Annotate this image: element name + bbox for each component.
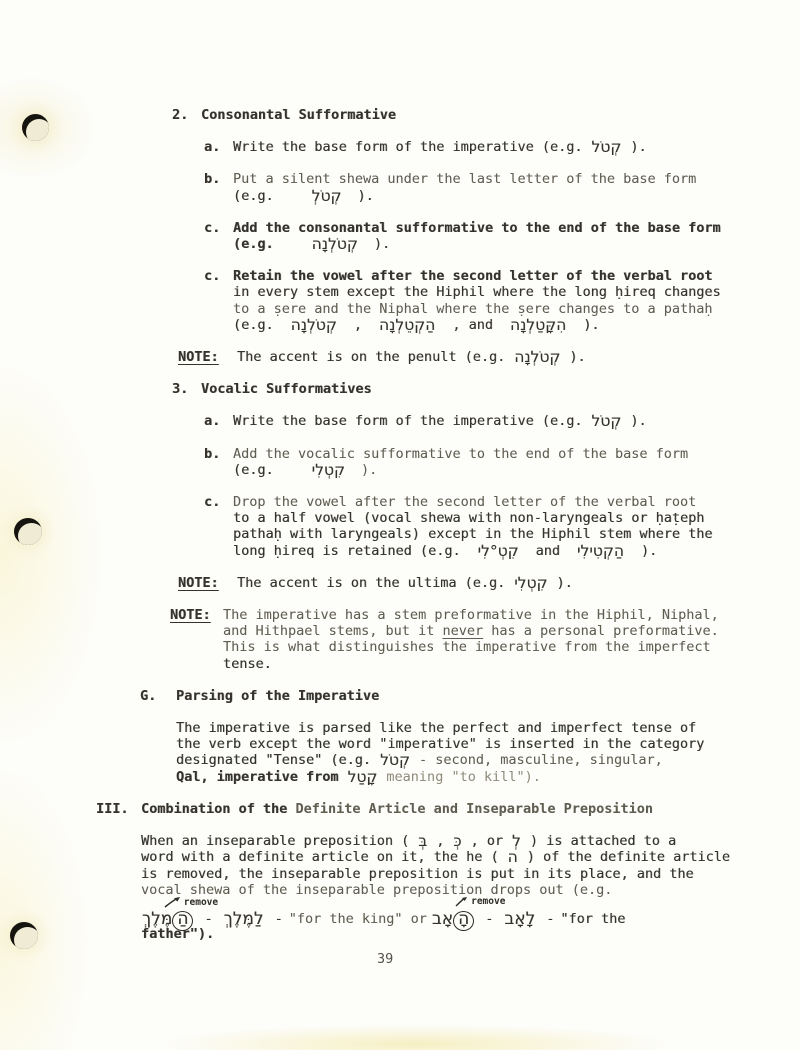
item-3c-label: c. (204, 494, 221, 511)
iii-par-line2 (141, 849, 800, 865)
hebrew-qitli-ring: קִטְ°לִי (477, 541, 519, 560)
item-2b-eg: (e.g. (233, 187, 274, 204)
note-preformative-l2b: has a personal preformative. (483, 623, 719, 640)
section-iii-paragraph (0, 833, 800, 898)
section-iii-title-1: Combination of the (141, 800, 296, 817)
hebrew-he: ה (507, 848, 518, 867)
hebrew-qetol-parse: קְטֹל (380, 751, 410, 770)
note-preformative-line3: This is what distinguishes the imperative from the imperfect (223, 639, 711, 656)
iii-par-l1a: When an inseparable preposition ( (141, 833, 410, 850)
item-2c-retain-close: ). (583, 316, 600, 333)
hebrew-qetolnah-accented: קְטֹלְנָה (514, 348, 561, 367)
item-3c-close: ). (640, 542, 658, 559)
section-iii-title (141, 801, 800, 817)
g-par-line4 (176, 769, 800, 785)
item-2c-retain-eg: (e.g. (233, 316, 274, 333)
item-2a-line (233, 139, 800, 155)
item-2a-text: Write the base form of the imperative (e.g. (233, 139, 583, 156)
example-continuation-line (0, 926, 800, 942)
item-3c (0, 494, 800, 559)
item-3a-label: a. (204, 413, 221, 430)
note-ultima-close: ). (556, 574, 573, 591)
iii-par-l2b: ) of the definite article (526, 849, 730, 866)
hebrew-qetol: קְטֹל (591, 138, 622, 157)
note-preformative (0, 607, 800, 672)
item-3a-line (233, 413, 800, 429)
item-2a-label: a. (204, 139, 221, 156)
g-par-l4a: Qal, imperative from (176, 768, 339, 785)
note-preformative-line2 (223, 623, 800, 639)
item-3b-label: b. (204, 445, 221, 462)
item-2b (0, 171, 800, 203)
item-2c-add-line2 (233, 236, 800, 252)
item-2c-add-label: c. (204, 219, 221, 236)
hebrew-lamed-prep: לְ (512, 832, 521, 851)
iii-par-line3: is removed, the inseparable preposition is put in its place, and the (141, 865, 694, 882)
section-2-heading (0, 107, 800, 123)
comma: , (436, 833, 445, 850)
item-3b-eg: (e.g. (233, 461, 274, 478)
item-2c-retain-line4 (233, 317, 800, 333)
item-2b-line2 (233, 188, 800, 204)
remove-label: remove (471, 895, 506, 907)
page-content (0, 107, 800, 942)
item-2b-line1: Put a silent shewa under the last letter of the base form (233, 171, 697, 188)
dash: - (485, 910, 494, 927)
hebrew-qetol-shewa: קְטֹלְ (311, 186, 342, 205)
note-penult-text: The accent is on the penult (e.g. (237, 349, 506, 366)
page-number: 39 (377, 951, 394, 967)
hebrew-hiqqatalnah: הִקָּטַלְנָה (509, 315, 567, 334)
hebrew-kaf-prep: כְּ (453, 832, 462, 851)
section-g-paragraph (0, 720, 800, 785)
g-par-line1: The imperative is parsed like the perfect and imperfect tense of (176, 720, 697, 737)
item-3c-line1: Drop the vowel after the second letter of the verbal root (233, 494, 697, 511)
item-2c-retain-line1: Retain the vowel after the second letter of the verbal root (233, 268, 713, 285)
item-3c-line4 (233, 543, 800, 559)
section-3-title: Vocalic Sufformatives (201, 381, 372, 398)
section-2-number: 2. (172, 107, 189, 123)
item-3c-line3: pathaḥ with laryngeals) except in the Hiphil stem where the (233, 526, 713, 543)
haav-rest: אָב (431, 908, 454, 929)
and-separator: and (535, 542, 561, 559)
remove-arrow-icon (163, 895, 183, 908)
circled-he: הַ (172, 911, 193, 931)
g-par-l3b: - second, masculine, singular, (418, 752, 663, 769)
item-3b-line1: Add the vocalic sufformative to the end of the base form (233, 445, 689, 462)
item-2a-close: ). (630, 139, 647, 156)
remove-annotation (454, 895, 505, 907)
hebrew-qitli: קִטְלִי (311, 460, 345, 479)
item-2c-add-line1: Add the consonantal sufformative to the end of the base form (233, 219, 721, 236)
circled-he: הָ (453, 911, 474, 931)
hebrew-example-line (0, 895, 800, 929)
g-par-line2: the verb except the word "imperative" is inserted in the category (176, 736, 705, 753)
note-penult-close: ). (569, 349, 586, 366)
item-2c-add (0, 220, 800, 252)
note-preformative-line4: tense. (223, 655, 272, 672)
hebrew-qetolnah: קְטֹלְנָה (311, 235, 358, 254)
item-2c-add-eg: (e.g. (233, 236, 274, 253)
hebrew-word-lammelek: לַמֶּלֶךְ (223, 908, 264, 929)
item-2b-label: b. (204, 171, 221, 188)
iii-par-line4: vocal shewa of the inseparable preposition drops out (e.g. (141, 881, 613, 898)
hebrew-qetol-3a: קְטֹל (591, 412, 622, 431)
item-2c-retain-line3: to a ṣere and the Niphal where the ṣere changes to a pathaḥ (233, 300, 713, 317)
item-3c-line2: to a half vowel (vocal shewa with non-laryngeals or ḥaṭeph (233, 510, 705, 527)
comma: , (353, 316, 362, 333)
item-3b-line2 (233, 462, 800, 478)
note-penult (0, 349, 800, 365)
hebrew-qitli-accented: קִטְלִי (514, 573, 548, 592)
note-preformative-l1: The imperative has a stem preformative in the Hiphil, Niphal, (223, 607, 719, 624)
remove-annotation (163, 895, 218, 908)
item-2b-close: ). (357, 187, 374, 204)
item-3a-text: Write the base form of the imperative (e.g. (233, 413, 583, 430)
hebrew-haqtelnah: הַקְטֵלְנָה (378, 315, 436, 334)
father-text: father"). (141, 925, 215, 942)
item-2c-retain (0, 268, 800, 333)
never-underlined: never (442, 623, 484, 640)
section-g-title: Parsing of the Imperative (176, 687, 380, 704)
and-separator: , and (452, 316, 493, 333)
section-iii-numeral: III. (96, 800, 129, 817)
g-par-l4b: meaning "to kill"). (386, 768, 541, 785)
section-3-number: 3. (172, 381, 189, 398)
note-preformative-label: NOTE: (170, 607, 211, 624)
item-3b-close: ). (360, 461, 378, 478)
note-ultima-line (237, 575, 800, 591)
remove-label: remove (183, 896, 219, 908)
remove-arrow-icon (454, 895, 470, 907)
hebrew-haqtili: הַקְטִילִי (577, 541, 624, 560)
section-3-heading (0, 381, 800, 397)
dash: - (204, 910, 213, 927)
for-the-king-text: "for the king" or (288, 910, 427, 927)
note-preformative-line1 (223, 607, 800, 623)
dash: - (274, 910, 283, 927)
item-3a (0, 413, 800, 429)
section-g-heading (0, 688, 800, 704)
iii-par-l2a: word with a definite article on it, the he ( (141, 849, 499, 866)
for-the-text: "for the (560, 910, 626, 927)
item-2c-retain-label: c. (204, 268, 221, 285)
section-g-letter: G. (140, 687, 157, 704)
section-2-title: Consonantal Sufformative (201, 107, 397, 123)
item-3c-retained: long ḥireq is retained (e.g. (233, 542, 461, 559)
note-penult-label: NOTE: (178, 349, 219, 366)
hebrew-qetolnah-2: קְטֹלְנָה (290, 315, 337, 334)
g-par-l3a: designated "Tense" (e.g. (176, 752, 372, 769)
note-ultima-label: NOTE: (178, 574, 219, 591)
dash: - (546, 910, 555, 927)
note-penult-line (237, 349, 800, 365)
or-separator: , or (470, 833, 504, 850)
hebrew-word-laav: לָאָב (504, 908, 536, 929)
section-iii-title-2: Definite Article and Inseparable Preposition (295, 800, 654, 817)
hammelek-rest: מֶּלֶךְ (142, 908, 173, 929)
item-3b (0, 446, 800, 478)
hebrew-bet-prep: בְּ (418, 832, 428, 851)
note-ultima (0, 575, 800, 591)
note-preformative-l2a: and Hithpael stems, but it (223, 623, 443, 640)
iii-par-line1 (141, 833, 800, 849)
item-2c-retain-line2: in every stem except the Hiphil where the long ḥireq changes (233, 284, 721, 301)
item-2a (0, 139, 800, 155)
item-2c-add-close: ). (373, 236, 391, 253)
item-3a-close: ). (630, 413, 647, 430)
iii-par-l1b: ) is attached to a (529, 833, 677, 850)
section-iii-heading (0, 801, 800, 817)
hebrew-qatal: קָטַל (347, 767, 378, 786)
g-par-line3 (176, 752, 800, 768)
note-ultima-text: The accent is on the ultima (e.g. (237, 574, 506, 591)
